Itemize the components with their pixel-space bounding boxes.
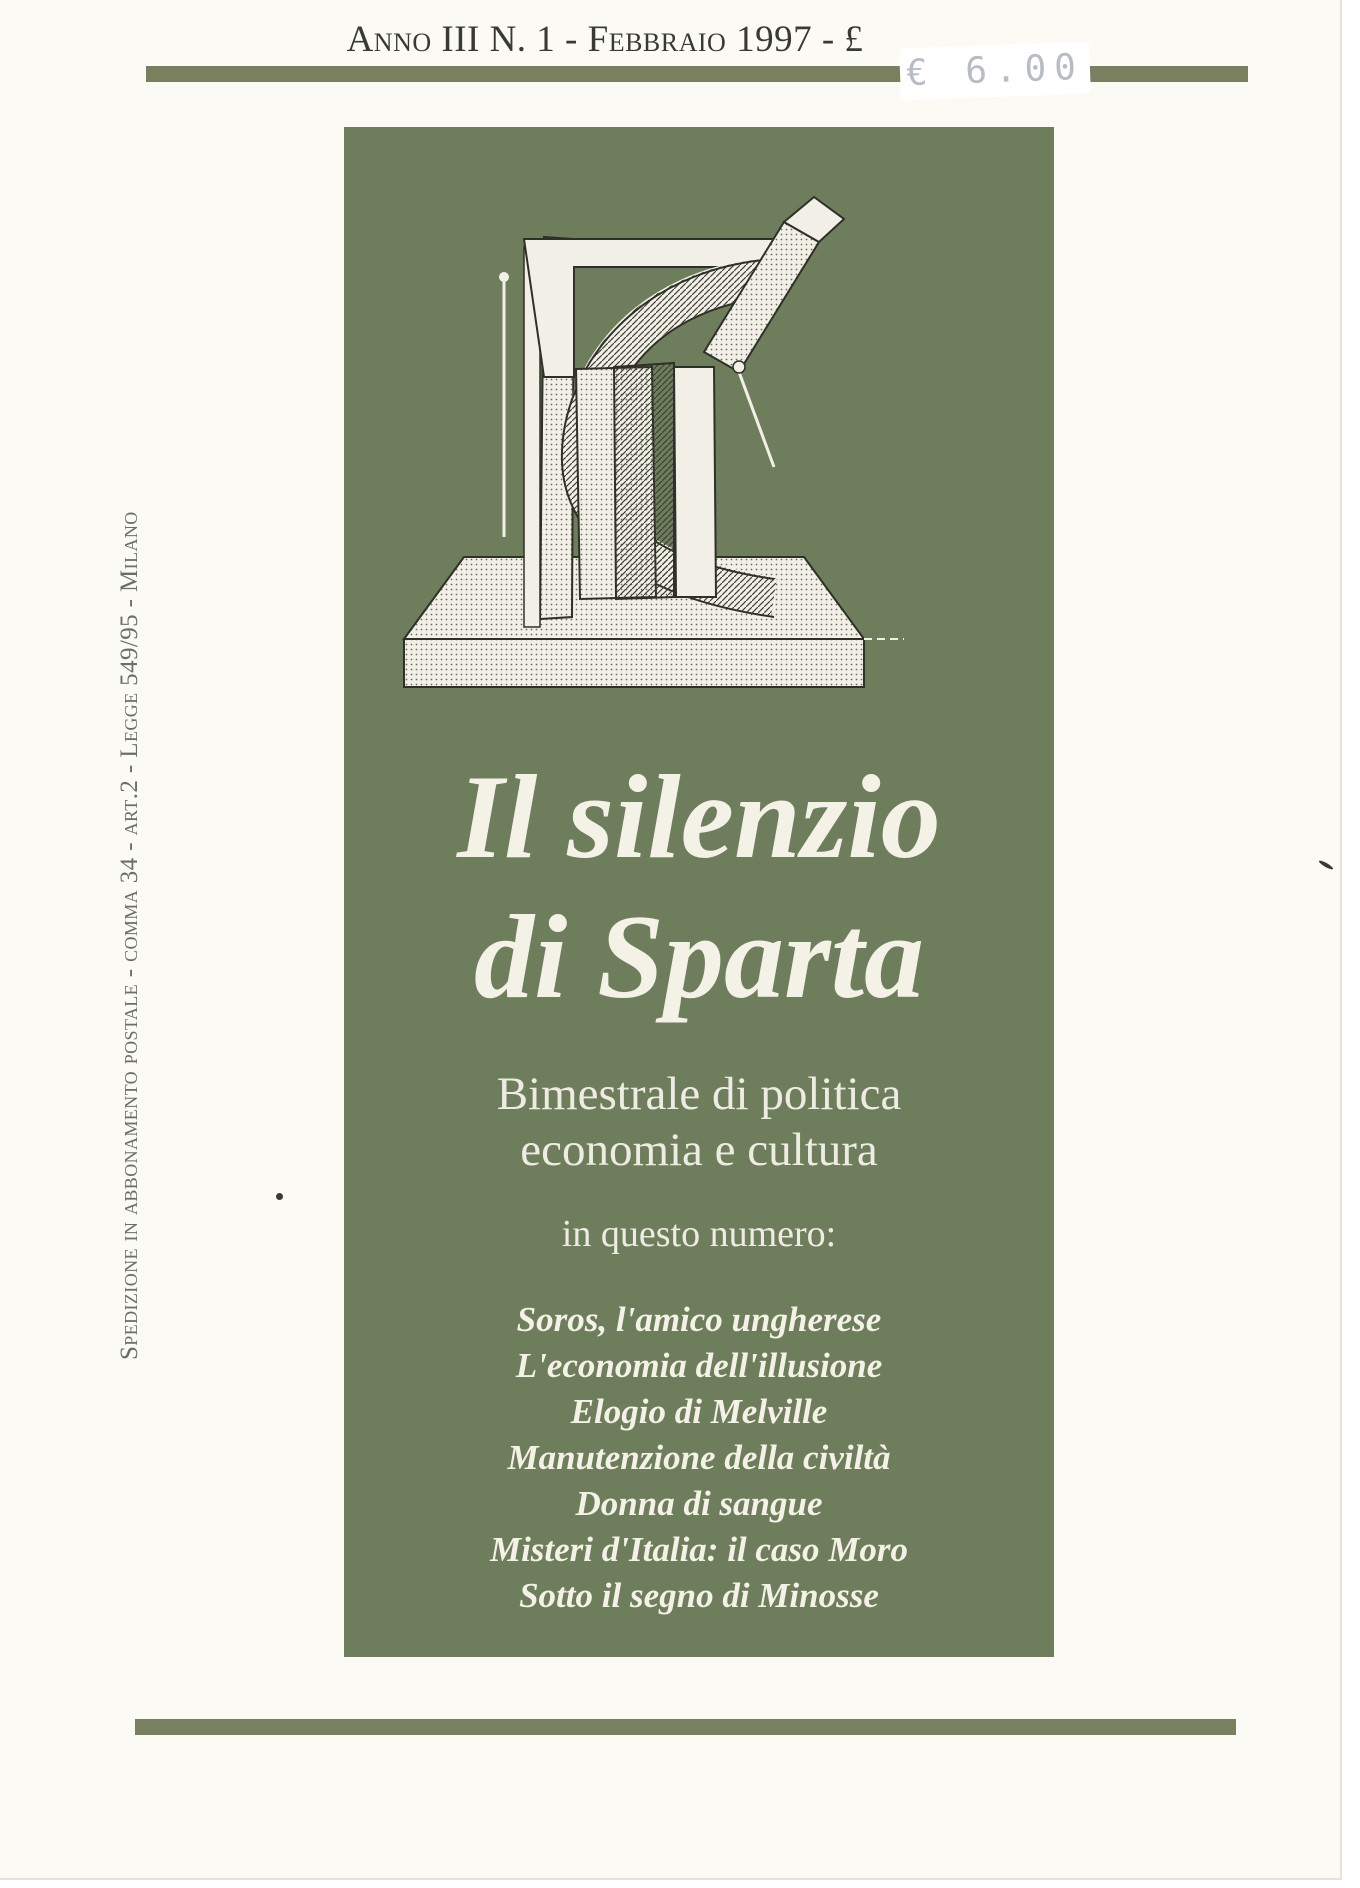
title-line-2: di Sparta: [473, 890, 925, 1023]
contents-item: Misteri d'Italia: il caso Moro: [489, 1530, 909, 1569]
title-line-1: Il silenzio: [457, 750, 941, 883]
contents-item: Elogio di Melville: [570, 1392, 828, 1431]
contents-item: Manutenzione della civiltà: [507, 1438, 891, 1477]
paper-speck: [276, 1193, 283, 1200]
contents-item: Sotto il segno di Minosse: [519, 1576, 879, 1615]
cover-panel: [344, 127, 1054, 1657]
contents-list: [344, 1297, 1054, 1619]
contents-intro: in questo numero:: [561, 1213, 837, 1255]
issue-line: Anno III N. 1 - Febbraio 1997 - £: [346, 19, 864, 60]
contents-item: L'economia dell'illusione: [515, 1346, 883, 1385]
price-sticker: € 6.00: [899, 42, 1091, 101]
sculpture-sundial-illustration-icon: [344, 127, 1054, 727]
postal-notice: Spedizione in abbonamento postale - comma 34 - art.2 - Legge 549/95 - Milano: [116, 511, 143, 1360]
subtitle-line-2: economia e cultura: [520, 1124, 878, 1176]
paper-mark: [1318, 859, 1334, 870]
subtitle-line-1: Bimestrale di politica: [496, 1068, 902, 1120]
contents-item: Soros, l'amico ungherese: [516, 1300, 882, 1339]
bottom-rule: [135, 1719, 1236, 1735]
contents-item: Donna di sangue: [575, 1484, 823, 1523]
